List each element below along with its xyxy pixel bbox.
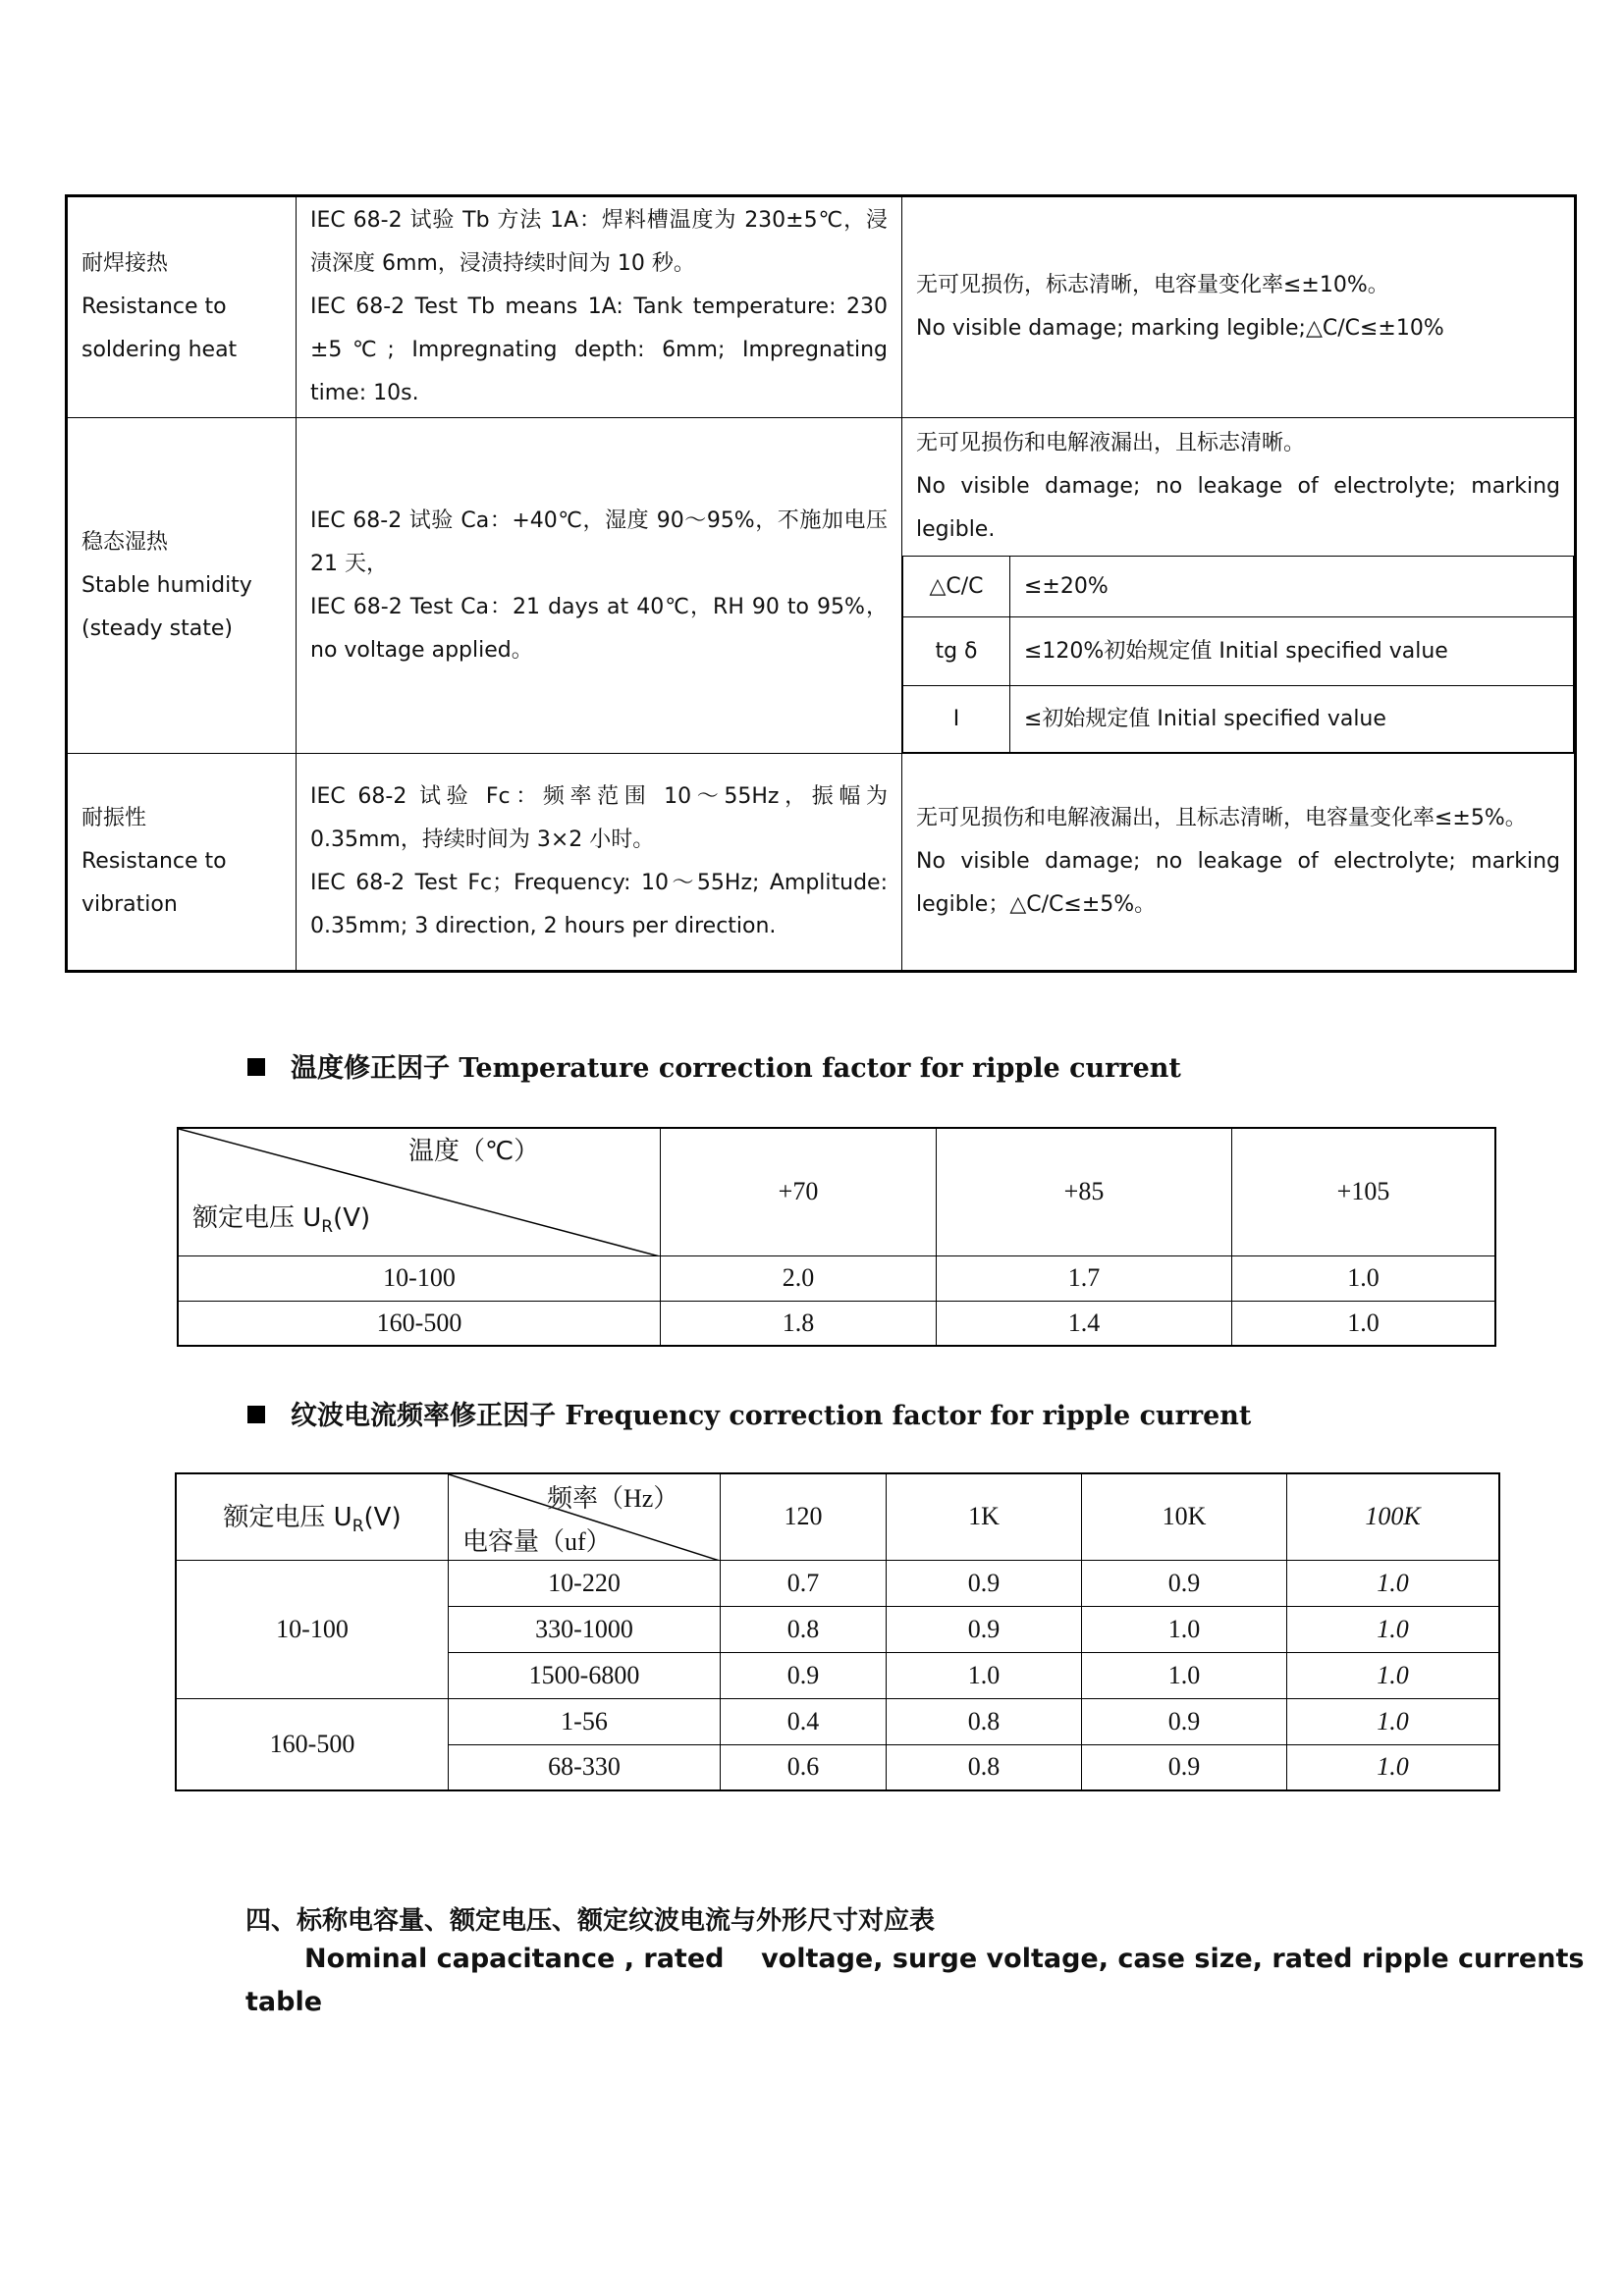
freq-section-heading xyxy=(247,1394,1251,1432)
requirement-en: No visible damage; no leakage of electrolyte; marking legible. xyxy=(916,474,1560,542)
table-row xyxy=(178,1255,1495,1301)
table-cell: 0.8 xyxy=(721,1606,887,1652)
table-cell: 1.0 xyxy=(1287,1652,1500,1698)
voltage-unit: (V) xyxy=(333,1203,371,1233)
table-cell: 1.4 xyxy=(937,1301,1232,1346)
voltage-unit: (V) xyxy=(363,1503,402,1533)
table-row xyxy=(178,1301,1495,1346)
condition-cell xyxy=(297,196,902,418)
table-header-row xyxy=(178,1128,1495,1255)
voltage-subscript: R xyxy=(321,1217,334,1238)
cap-range: 1500-6800 xyxy=(449,1652,721,1698)
condition-en: IEC 68-2 Test Fc；Frequency: 10～55Hz; Amplitude: 0.35mm; 3 direction, 2 hours per direction. xyxy=(310,871,888,938)
table-cell: 1.0 xyxy=(1232,1301,1496,1346)
temp-section-heading xyxy=(247,1046,1181,1085)
square-bullet-icon xyxy=(247,1058,265,1076)
temp-section-title: 温度修正因子 Temperature correction factor for ripple current xyxy=(291,1053,1181,1084)
requirement-cn: 无可见损伤和电解液漏出，且标志清晰，电容量变化率≤±5%。 xyxy=(916,806,1527,830)
limit-row xyxy=(903,686,1574,753)
table-header-row xyxy=(176,1473,1499,1560)
row-label: 160-500 xyxy=(178,1301,661,1346)
column-header: 10K xyxy=(1082,1473,1287,1560)
item-cn: 耐焊接热 xyxy=(81,251,169,276)
table-cell: 1.0 xyxy=(1082,1652,1287,1698)
condition-cell xyxy=(297,418,902,754)
requirement-text xyxy=(902,418,1574,556)
item-en: soldering heat xyxy=(81,338,238,362)
temp-corner-cell xyxy=(178,1128,661,1255)
requirement-cell xyxy=(902,754,1576,972)
cap-range: 1-56 xyxy=(449,1698,721,1744)
voltage-label: 额定电压 U xyxy=(223,1503,352,1533)
limit-key: tg δ xyxy=(903,617,1010,686)
table-cell: 1.0 xyxy=(1287,1560,1500,1606)
requirement-en: No visible damage; no leakage of electrolyte; marking legible；△C/C≤±5%。 xyxy=(916,849,1560,917)
requirement-cn: 无可见损伤，标志清晰，电容量变化率≤±10%。 xyxy=(916,273,1389,297)
item-cell xyxy=(67,418,297,754)
table-cell: 1.7 xyxy=(937,1255,1232,1301)
table-row xyxy=(67,754,1576,972)
table-cell: 1.0 xyxy=(1287,1744,1500,1790)
voltage-header xyxy=(176,1473,449,1560)
item-cell xyxy=(67,754,297,972)
table-cell: 0.6 xyxy=(721,1744,887,1790)
row-label: 10-100 xyxy=(178,1255,661,1301)
cap-range: 10-220 xyxy=(449,1560,721,1606)
voltage-label: 额定电压 U xyxy=(192,1203,322,1233)
condition-cn: IEC 68-2 试验 Tb 方法 1A：焊料槽温度为 230±5℃，浸渍深度 6mm，浸渍持续时间为 10 秒。 xyxy=(310,208,888,276)
column-header: +105 xyxy=(1232,1128,1496,1255)
table-row xyxy=(67,196,1576,418)
humidity-limits-table xyxy=(902,556,1574,753)
voltage-subscript: R xyxy=(352,1517,364,1537)
item-cell xyxy=(67,196,297,418)
table-cell: 0.9 xyxy=(721,1652,887,1698)
item-cn: 耐振性 xyxy=(81,806,147,830)
table-cell: 1.0 xyxy=(1232,1255,1496,1301)
freq-corner-cell xyxy=(449,1473,721,1560)
requirement-en: No visible damage; marking legible;△C/C≤±10% xyxy=(916,316,1444,341)
limit-key: △C/C xyxy=(903,557,1010,617)
table-cell: 0.8 xyxy=(887,1698,1082,1744)
item-en: Resistance to xyxy=(81,294,227,319)
column-header: 120 xyxy=(721,1473,887,1560)
table-cell: 0.9 xyxy=(1082,1698,1287,1744)
table-cell: 1.8 xyxy=(661,1301,937,1346)
corner-bottom-label: 电容量（uf） xyxy=(462,1527,612,1556)
condition-cn: IEC 68-2 试验 Ca：+40℃，湿度 90～95%，不施加电压 21 天， xyxy=(310,507,888,576)
item-en: Stable humidity xyxy=(81,572,252,598)
requirement-cn: 无可见损伤和电解液漏出，且标志清晰。 xyxy=(916,431,1306,455)
corner-top-label: 温度（℃） xyxy=(408,1137,540,1166)
table-cell: 0.8 xyxy=(887,1744,1082,1790)
voltage-group-label: 160-500 xyxy=(176,1698,449,1790)
section4-title-en: Nominal capacitance , rated voltage, surge voltage, case size, rated ripple currents xyxy=(304,1944,1585,1974)
limit-value: ≤±20% xyxy=(1010,557,1574,617)
table-cell: 0.9 xyxy=(887,1560,1082,1606)
table-cell: 0.9 xyxy=(1082,1560,1287,1606)
condition-cell xyxy=(297,754,902,972)
table-cell: 0.9 xyxy=(1082,1744,1287,1790)
requirement-cell xyxy=(902,418,1576,754)
corner-top-label: 频率（Hz） xyxy=(547,1484,679,1513)
column-header: +85 xyxy=(937,1128,1232,1255)
table-cell: 1.0 xyxy=(1082,1606,1287,1652)
table-row xyxy=(67,418,1576,754)
limit-value: ≤初始规定值 Initial specified value xyxy=(1010,686,1574,753)
section4-title-en-cont: table xyxy=(245,1987,323,2017)
column-header: +70 xyxy=(661,1128,937,1255)
table-cell: 0.4 xyxy=(721,1698,887,1744)
cap-range: 68-330 xyxy=(449,1744,721,1790)
table-row xyxy=(176,1698,1499,1744)
cap-range: 330-1000 xyxy=(449,1606,721,1652)
table-cell: 1.0 xyxy=(1287,1606,1500,1652)
table-cell: 0.9 xyxy=(887,1606,1082,1652)
item-en: Resistance to xyxy=(81,849,227,874)
condition-en: IEC 68-2 Test Ca：21 days at 40℃，RH 90 to 95%，no voltage applied。 xyxy=(310,594,888,663)
temp-correction-table xyxy=(177,1127,1496,1347)
voltage-group-label: 10-100 xyxy=(176,1560,449,1698)
test-conditions-table xyxy=(65,194,1577,973)
table-row xyxy=(176,1560,1499,1606)
column-header: 100K xyxy=(1287,1473,1500,1560)
limit-value: ≤120%初始规定值 Initial specified value xyxy=(1010,617,1574,686)
table-cell: 2.0 xyxy=(661,1255,937,1301)
table-cell: 1.0 xyxy=(887,1652,1082,1698)
table-cell: 0.7 xyxy=(721,1560,887,1606)
item-en: (steady state) xyxy=(81,615,233,641)
section4-title-cn: 四、标称电容量、额定电压、额定纹波电流与外形尺寸对应表 xyxy=(245,1906,936,1936)
condition-cn: IEC 68-2 试验 Fc：频率范围 10～55Hz，振幅为 0.35mm，持续时间为 3×2 小时。 xyxy=(310,784,888,852)
requirement-cell xyxy=(902,196,1576,418)
item-en: vibration xyxy=(81,892,178,917)
column-header: 1K xyxy=(887,1473,1082,1560)
freq-correction-table xyxy=(175,1472,1500,1791)
condition-en: IEC 68-2 Test Tb means 1A: Tank temperature: 230 ±5℃; Impregnating depth: 6mm; Impregnating time: 10s. xyxy=(310,294,888,405)
limit-row xyxy=(903,557,1574,617)
table-cell: 1.0 xyxy=(1287,1698,1500,1744)
limit-row xyxy=(903,617,1574,686)
limit-key: I xyxy=(903,686,1010,753)
corner-bottom-label xyxy=(192,1198,370,1237)
item-cn: 稳态湿热 xyxy=(81,529,169,555)
square-bullet-icon xyxy=(247,1406,265,1423)
freq-section-title: 纹波电流频率修正因子 Frequency correction factor for ripple current xyxy=(291,1401,1252,1431)
